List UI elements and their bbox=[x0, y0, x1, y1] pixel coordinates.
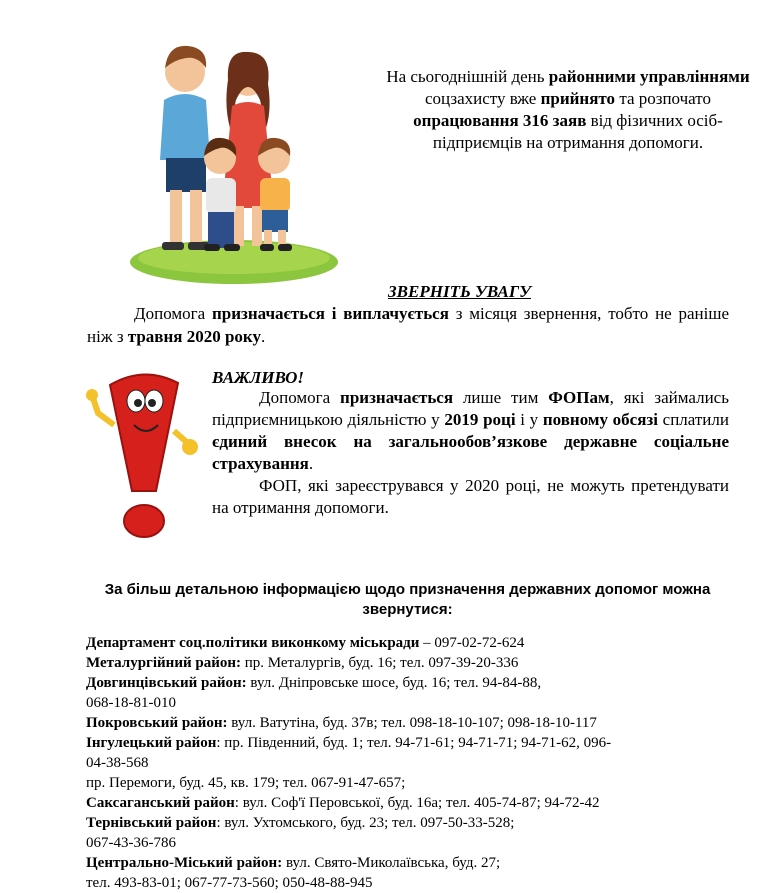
contact-line: Інгулецький район: пр. Південний, буд. 1; тел. 94-71-61; 94-71-71; 94-71-62, 096- bbox=[86, 735, 612, 751]
contact-line: тел. 493-83-01; 067-77-73-560; 050-48-88-945 bbox=[86, 875, 373, 891]
contact-line: 068-18-81-010 bbox=[86, 695, 176, 711]
important-paragraph bbox=[212, 387, 729, 519]
important-heading: ВАЖЛИВО! bbox=[212, 368, 304, 387]
contact-line: Покровський район: вул. Ватутіна, буд. 37в; тел. 098-18-10-107; 098-18-10-117 bbox=[86, 715, 597, 731]
important-eligibility: Допомога призначається лише тим ФОПам, які займались підприємницькою діяльністю у 2019 році і у повному обсязі сплатили єдиний внесок на загальнообов’язкове державне соціальне страхування. bbox=[212, 388, 729, 473]
attention-heading: ЗВЕРНІТЬ УВАГУ bbox=[388, 282, 531, 301]
contact-line: Довгинцівський район: вул. Дніпровське шосе, буд. 16; тел. 94-84-88, bbox=[86, 675, 542, 691]
contact-line: Тернівський район: вул. Ухтомського, буд. 23; тел. 097-50-33-528; bbox=[86, 815, 515, 831]
contact-line: Департамент соц.політики виконкому міськради – 097-02-72-624 bbox=[86, 635, 525, 651]
contact-line: 04-38-568 bbox=[86, 755, 149, 771]
exclamation-mark-mascot bbox=[86, 365, 202, 545]
intro-paragraph: На сьогоднішній день районними управліннями соцзахисту вже прийнято та розпочато опрацювання 316 заяв від фізичних осіб-підприємців на отримання допомоги. bbox=[386, 67, 750, 152]
contact-line: Саксаганський район: вул. Соф'ї Перовської, буд. 16а; тел. 405-74-87; 94-72-42 bbox=[86, 795, 600, 811]
family-illustration bbox=[128, 40, 346, 288]
important-restriction: ФОП, які зареєструвався у 2020 році, не можуть претендувати на отримання допомоги. bbox=[212, 476, 729, 517]
contact-line: пр. Перемоги, буд. 45, кв. 179; тел. 067-91-47-657; bbox=[86, 775, 406, 791]
contact-line: Металургійний район: пр. Металургів, буд. 16; тел. 097-39-20-336 bbox=[86, 655, 519, 671]
contact-line: 067-43-36-786 bbox=[86, 835, 176, 851]
contacts-list bbox=[86, 633, 736, 893]
contact-line: Центрально-Міський район: вул. Свято-Миколаївська, буд. 27; bbox=[86, 855, 501, 871]
contacts-heading: За більш детальною інформацією щодо призначення державних допомог можна звернутися: bbox=[104, 581, 711, 618]
attention-paragraph: Допомога призначається і виплачується з місяця звернення, тобто не раніше ніж з травня 2020 року. bbox=[87, 304, 730, 346]
